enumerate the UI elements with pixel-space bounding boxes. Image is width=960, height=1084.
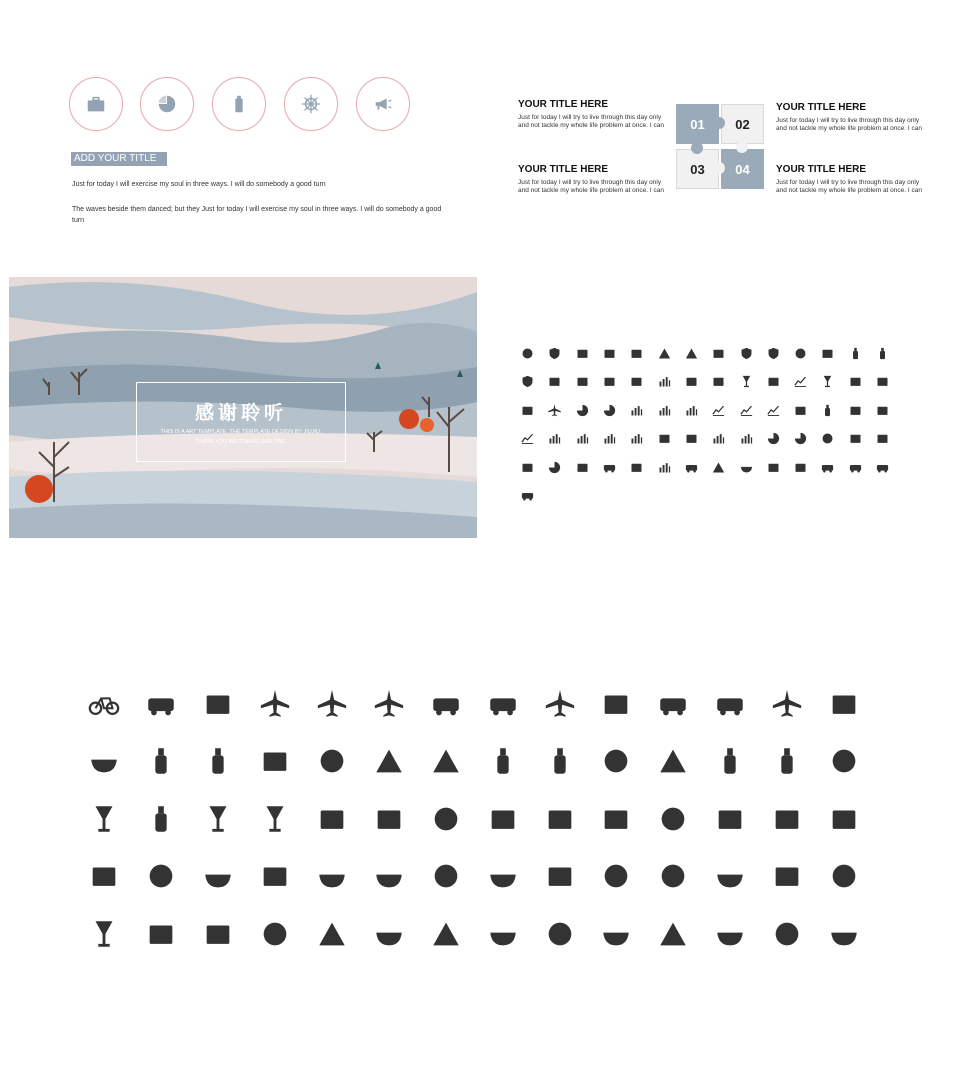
item-text-1: Just for today I will try to live through this day only and not tackle my whole life problem at once. I can: [518, 114, 664, 129]
shield-icon: [732, 339, 759, 368]
train-icon: [645, 675, 702, 733]
chicken-leg-icon: [816, 790, 873, 848]
gauge-icon: [760, 425, 787, 454]
chess-knight-icon: [514, 396, 541, 425]
fork-knife-icon: [133, 905, 190, 963]
wine-bottle-icon: [133, 790, 190, 848]
ice-cream-icon: [247, 790, 304, 848]
fish-bone-icon: [816, 675, 873, 733]
jar-icon: [842, 339, 869, 368]
qr-code-icon: [678, 368, 705, 397]
slide-a-title: ADD YOUR TITLE: [71, 152, 167, 166]
sushi-icon: [759, 848, 816, 906]
train-icon: [417, 675, 474, 733]
chart-icon: [787, 368, 814, 397]
ship-wheel-icon: [284, 77, 338, 131]
croissant-icon: [702, 905, 759, 963]
bicycle-icon: [76, 675, 133, 733]
puzzle-knob: [713, 162, 725, 174]
hand-icon: [842, 368, 869, 397]
birthday-cake-icon: [247, 848, 304, 906]
pie-chart-icon: [140, 77, 194, 131]
bar-chart-icon: [678, 396, 705, 425]
briefcase-icon: [705, 368, 732, 397]
motorcycle-icon: [133, 675, 190, 733]
pin-icon: [623, 453, 650, 482]
credit-card-icon: [678, 453, 705, 482]
box-icon: [787, 453, 814, 482]
document-icon: [650, 425, 677, 454]
pie-chart-icon: [569, 396, 596, 425]
briefcase-icon: [69, 77, 123, 131]
rocket-icon: [759, 675, 816, 733]
juice-icon: [759, 733, 816, 791]
item-text-4: Just for today I will try to live through this day only and not tackle my whole life problem at once. I can: [776, 179, 922, 194]
baby-bottle-icon: [814, 396, 841, 425]
hot-dog-icon: [702, 733, 759, 791]
thanks-heading: 感谢聆听: [194, 403, 287, 424]
soda-cup-icon: [190, 733, 247, 791]
business-icon-grid: [514, 339, 896, 510]
ship-wheel-icon: [623, 339, 650, 368]
megaphone-icon: [760, 453, 787, 482]
gauge-icon: [787, 425, 814, 454]
paper-plane-icon: [541, 396, 568, 425]
chocolate-icon: [360, 790, 417, 848]
cupcake-icon: [588, 733, 645, 791]
juice-icon: [531, 733, 588, 791]
list-chart-icon: [569, 425, 596, 454]
item-title-4: YOUR TITLE HERE: [776, 164, 867, 175]
grapes-icon: [645, 790, 702, 848]
meat-icon: [759, 790, 816, 848]
cherries-icon: [816, 848, 873, 906]
slide-a-paragraph-2: The waves beside them danced; but they Just for today I will exercise my soul in three ways. I will do somebody a good turn: [72, 206, 442, 224]
basket-icon: [732, 453, 759, 482]
cooking-pot-icon: [304, 848, 361, 906]
steak-icon: [702, 790, 759, 848]
crown-icon: [650, 339, 677, 368]
item-title-3: YOUR TITLE HERE: [518, 164, 609, 175]
puzzle-knob: [691, 142, 703, 154]
fries-icon: [247, 733, 304, 791]
bar-chart-icon: [623, 396, 650, 425]
barcode-icon: [650, 368, 677, 397]
croissant-icon: [474, 905, 531, 963]
shell-icon: [360, 905, 417, 963]
honeycomb-icon: [531, 905, 588, 963]
glasses-icon: [814, 368, 841, 397]
noodle-bowl-icon: [76, 733, 133, 791]
steak-icon: [474, 790, 531, 848]
bottle-icon: [869, 339, 896, 368]
rice-bowl-icon: [474, 848, 531, 906]
binders-icon: [705, 425, 732, 454]
puzzle-piece-02: 02: [721, 104, 764, 144]
popsicle-icon: [133, 733, 190, 791]
puzzle-piece-04: 04: [721, 149, 764, 189]
book-icon: [678, 425, 705, 454]
sewing-machine-icon: [869, 368, 896, 397]
mushroom-icon: [247, 905, 304, 963]
thanks-line-1: THIS IS A ART TEMPLATE ,THE TEMPLATE DESIGN BY JIUJIU.: [160, 429, 322, 435]
truck-icon: [869, 453, 896, 482]
thanks-frame: [136, 382, 346, 462]
hot-dog-icon: [474, 733, 531, 791]
protractor-icon: [541, 453, 568, 482]
airplane-icon: [247, 675, 304, 733]
pizza-slice-icon: [304, 905, 361, 963]
id-card-icon: [596, 453, 623, 482]
line-chart-icon: [732, 396, 759, 425]
item-text-3: Just for today I will try to live through this day only and not tackle my whole life problem at once. I can: [518, 179, 664, 194]
tram-icon: [702, 675, 759, 733]
glasses-icon: [732, 368, 759, 397]
bomb-icon: [514, 339, 541, 368]
chicken-leg-icon: [588, 790, 645, 848]
bone-icon: [76, 848, 133, 906]
shield-icon: [760, 339, 787, 368]
starburst-icon: [678, 339, 705, 368]
cherries-icon: [588, 848, 645, 906]
podium-icon: [650, 453, 677, 482]
bar-chart-icon: [623, 425, 650, 454]
wine-set-icon: [190, 790, 247, 848]
teapot-icon: [816, 905, 873, 963]
calculator-icon: [569, 453, 596, 482]
propeller-plane-icon: [304, 675, 361, 733]
banner-icon: [705, 339, 732, 368]
puzzle-knob: [713, 117, 725, 129]
door-hanger-icon: [514, 453, 541, 482]
list-chart-icon: [541, 425, 568, 454]
honeycomb-icon: [759, 905, 816, 963]
cupcake-icon: [816, 733, 873, 791]
line-chart-icon: [760, 396, 787, 425]
beer-mug-icon: [304, 790, 361, 848]
van-icon: [514, 482, 541, 511]
thanks-line-2: THANK YOU WATCHING THIS ONE.: [195, 439, 287, 445]
fish-bone-icon: [588, 675, 645, 733]
battery-icon: [212, 77, 266, 131]
ruler-icon: [787, 396, 814, 425]
shield-icon: [514, 368, 541, 397]
tram-icon: [474, 675, 531, 733]
megaphone-icon: [356, 77, 410, 131]
puzzle-piece-03: 03: [676, 149, 719, 189]
bar-chart-icon: [596, 425, 623, 454]
lifebuoy-icon: [541, 339, 568, 368]
monitor-chart-icon: [514, 425, 541, 454]
puzzle-piece-01: 01: [676, 104, 719, 144]
lollipop-icon: [645, 848, 702, 906]
vase-icon: [869, 425, 896, 454]
drone-icon: [360, 675, 417, 733]
item-title-2: YOUR TITLE HERE: [776, 102, 867, 113]
rocket-icon: [531, 675, 588, 733]
cake-slice-icon: [645, 905, 702, 963]
meat-icon: [531, 790, 588, 848]
pen-icon: [814, 339, 841, 368]
teapot-icon: [588, 905, 645, 963]
item-text-2: Just for today I will try to live through this day only and not tackle my whole life problem at once. I can: [776, 117, 922, 132]
handshake-icon: [760, 368, 787, 397]
cloche-icon: [190, 848, 247, 906]
popcorn-icon: [190, 905, 247, 963]
lantern-icon: [814, 425, 841, 454]
lollipop-icon: [417, 848, 474, 906]
car-icon: [814, 453, 841, 482]
gavel-icon: [596, 368, 623, 397]
cake-slice-icon: [417, 905, 474, 963]
anchor-icon: [596, 339, 623, 368]
food-icon-grid: [76, 675, 872, 963]
wine-glass-icon: [76, 790, 133, 848]
pie-chart-icon: [596, 396, 623, 425]
binders-icon: [732, 425, 759, 454]
grapes-icon: [417, 790, 474, 848]
hammer-icon: [569, 368, 596, 397]
recycle-icon: [569, 339, 596, 368]
scales-icon: [541, 368, 568, 397]
tag-icon: [623, 368, 650, 397]
bar-chart-icon: [650, 396, 677, 425]
item-title-1: YOUR TITLE HERE: [518, 99, 609, 110]
stroller-icon: [842, 396, 869, 425]
fan-icon: [842, 425, 869, 454]
cocktail-icon: [76, 905, 133, 963]
area-chart-icon: [705, 396, 732, 425]
ship-icon: [190, 675, 247, 733]
stopwatch-icon: [787, 339, 814, 368]
bowl-spoon-icon: [360, 848, 417, 906]
slide-a-paragraph-1: Just for today I will exercise my soul in three ways. I will do somebody a good turn: [72, 181, 326, 188]
burger-icon: [304, 733, 361, 791]
plate-cutlery-icon: [133, 848, 190, 906]
pizza-slice-icon: [417, 733, 474, 791]
rice-bowl-icon: [702, 848, 759, 906]
puzzle-knob: [736, 141, 748, 153]
pyramid-icon: [705, 453, 732, 482]
pizza-slice-icon: [360, 733, 417, 791]
truck-icon: [842, 453, 869, 482]
pacifier-icon: [869, 396, 896, 425]
pizza-slice-icon: [645, 733, 702, 791]
sushi-icon: [531, 848, 588, 906]
